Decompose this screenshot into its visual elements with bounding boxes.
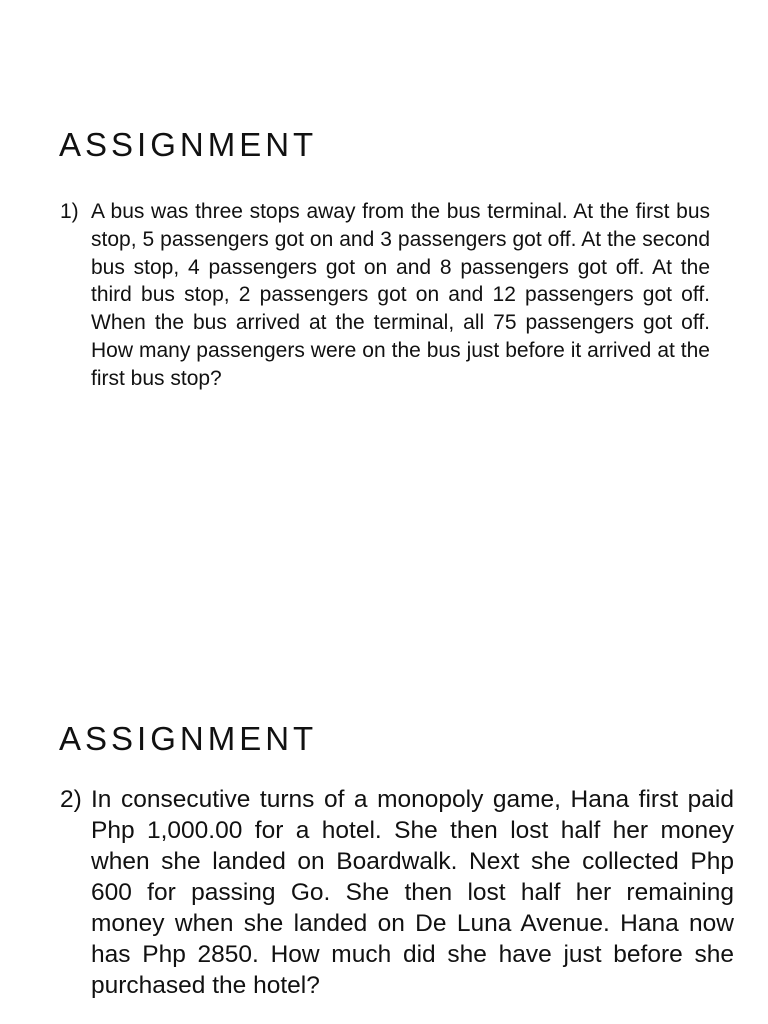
question-item xyxy=(60,198,710,393)
question-number: 1) xyxy=(60,200,79,223)
question-item xyxy=(60,784,734,1001)
question-text: In consecutive turns of a monopoly game, Hana first paid Php 1,000.00 for a hotel. She then lost half her money when she landed on Boardwalk. Next she collected Php 600 for passing Go. She then lost half her remaining money when she landed on De Luna Avenue. Hana now has Php 2850. How much did she have just before she purchased the hotel? xyxy=(91,786,734,999)
slide-title: ASSIGNMENT xyxy=(59,126,318,163)
slide-title: ASSIGNMENT xyxy=(59,720,318,757)
question-text: A bus was three stops away from the bus terminal. At the first bus stop, 5 passengers got on and 3 passengers got off. At the second bus stop, 4 passengers got on and 8 passengers got off. At the third bus stop, 2 passengers got on and 12 passengers got off. When the bus arrived at the terminal, all 75 passengers got off. How many passengers were on the bus just before it arrived at the first bus stop? xyxy=(91,200,710,390)
question-number: 2) xyxy=(60,786,82,813)
slide-2 xyxy=(0,512,768,1024)
